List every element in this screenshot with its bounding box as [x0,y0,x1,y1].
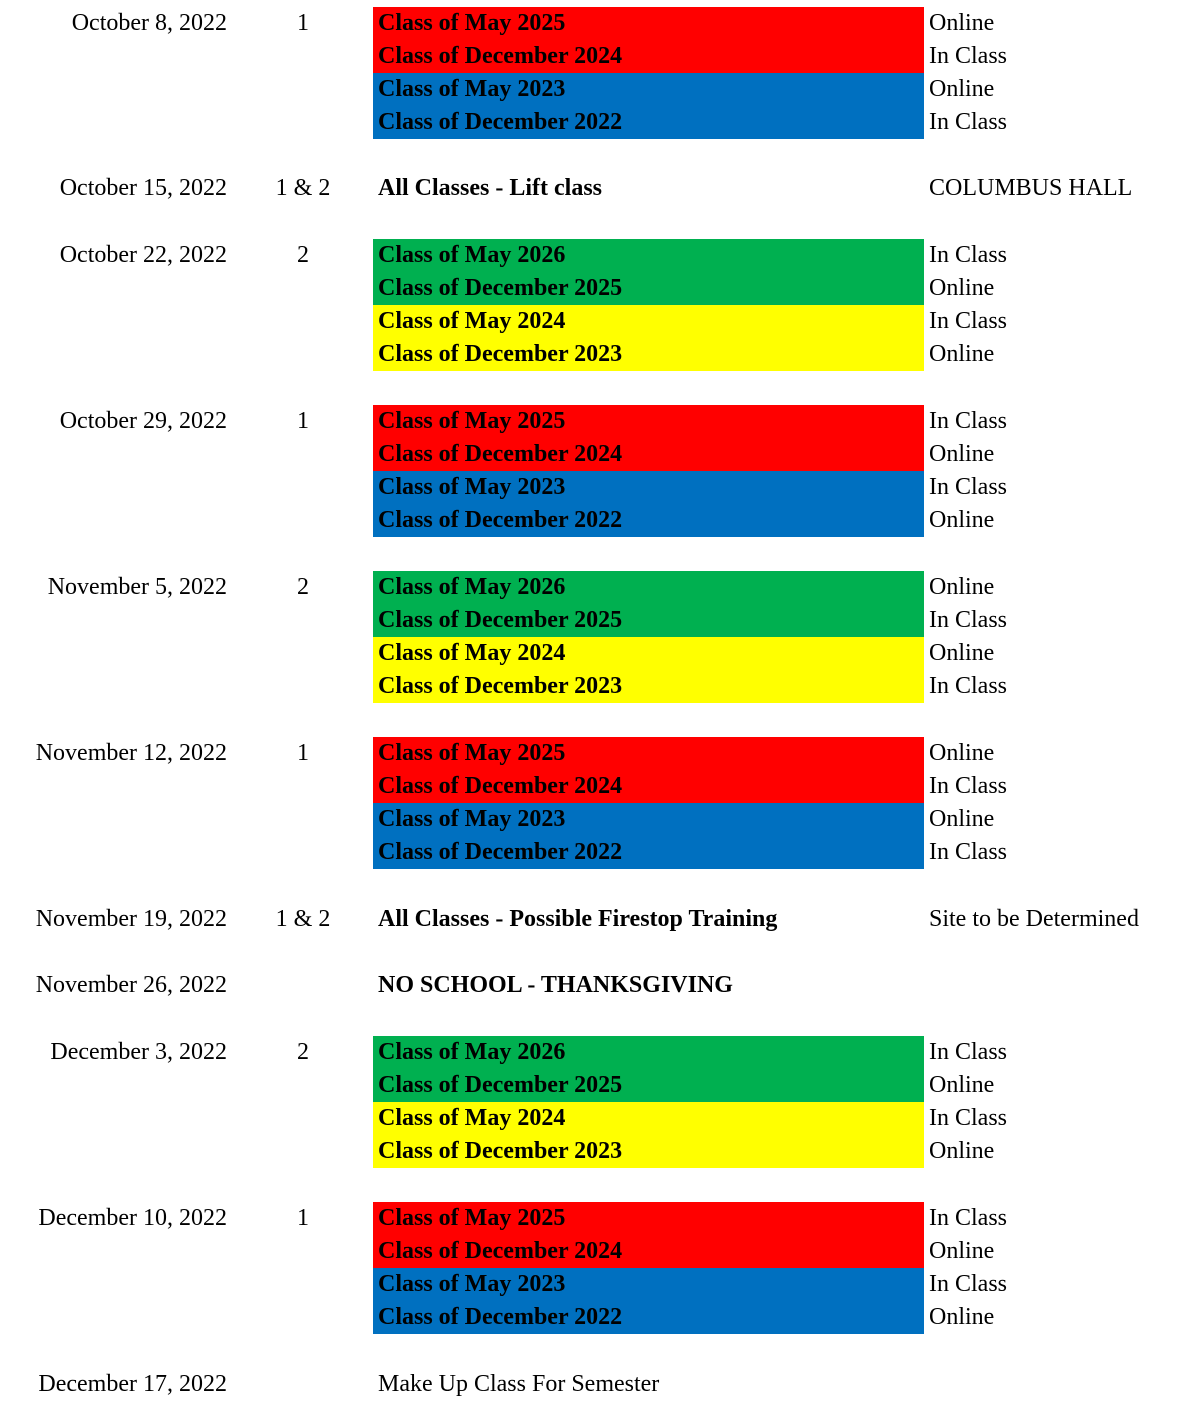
schedule-row [0,969,1200,1002]
schedule-row [0,836,1200,869]
event-cell: All Classes - Lift class [378,175,602,201]
delivery-mode-cell: In Class [929,474,1007,500]
delivery-mode-cell: In Class [929,1105,1007,1131]
class-cell-blue: Class of December 2022 [373,106,924,139]
class-cell-yellow: Class of December 2023 [373,338,924,371]
delivery-mode-cell: Online [929,341,995,367]
delivery-mode-cell: In Class [929,43,1007,69]
schedule-row [0,106,1200,139]
delivery-mode-cell: Online [929,640,995,666]
class-cell-yellow: Class of December 2023 [373,670,924,703]
schedule-row [0,571,1200,604]
class-cell-blue: Class of May 2023 [373,803,924,836]
schedule-row [0,737,1200,770]
class-cell-blue: Class of May 2023 [373,471,924,504]
class-cell-green: Class of December 2025 [373,272,924,305]
schedule-row [0,73,1200,106]
class-cell-red: Class of May 2025 [373,737,924,770]
schedule-row [0,172,1200,205]
class-cell-green: Class of May 2026 [373,1036,924,1069]
schedule-row [0,7,1200,40]
date-cell: October 29, 2022 [59,408,227,434]
class-cell-yellow: Class of May 2024 [373,1102,924,1135]
delivery-mode-cell: In Class [929,607,1007,633]
schedule-row [0,1301,1200,1334]
delivery-mode-cell: Online [929,10,995,36]
date-cell: October 15, 2022 [59,175,227,201]
schedule-row [0,1202,1200,1235]
schedule-row [0,1135,1200,1168]
delivery-mode-cell: Online [929,275,995,301]
event-cell: All Classes - Possible Firestop Training [378,906,778,932]
schedule-row [0,903,1200,936]
schedule-row [0,1036,1200,1069]
session-cell: 2 [297,574,309,600]
session-cell: 1 & 2 [275,175,331,201]
delivery-mode-cell: Online [929,507,995,533]
class-cell-green: Class of December 2025 [373,1069,924,1102]
class-cell-blue: Class of December 2022 [373,504,924,537]
schedule-row [0,1368,1200,1401]
session-cell: 1 & 2 [275,906,331,932]
date-cell: November 12, 2022 [35,740,227,766]
class-cell-yellow: Class of May 2024 [373,637,924,670]
class-cell-green: Class of May 2026 [373,571,924,604]
class-cell-blue: Class of May 2023 [373,73,924,106]
event-cell: Make Up Class For Semester [378,1371,660,1397]
date-cell: December 17, 2022 [38,1371,227,1397]
schedule-row [0,1102,1200,1135]
delivery-mode-cell: In Class [929,308,1007,334]
class-cell-red: Class of May 2025 [373,7,924,40]
delivery-mode-cell: In Class [929,1205,1007,1231]
date-cell: November 19, 2022 [35,906,227,932]
class-cell-red: Class of December 2024 [373,438,924,471]
date-cell: December 10, 2022 [38,1205,227,1231]
session-cell: 2 [297,1039,309,1065]
schedule-row [0,1268,1200,1301]
class-cell-green: Class of May 2026 [373,239,924,272]
delivery-mode-cell: Online [929,574,995,600]
class-cell-yellow: Class of December 2023 [373,1135,924,1168]
schedule-row [0,604,1200,637]
class-cell-red: Class of May 2025 [373,1202,924,1235]
delivery-mode-cell: In Class [929,109,1007,135]
delivery-mode-cell: Online [929,1072,995,1098]
schedule-row [0,272,1200,305]
delivery-mode-cell: In Class [929,1039,1007,1065]
delivery-mode-cell: In Class [929,408,1007,434]
class-cell-red: Class of December 2024 [373,40,924,73]
session-cell: 1 [297,10,309,36]
schedule-row [0,504,1200,537]
delivery-mode-cell: Online [929,1138,995,1164]
session-cell: 1 [297,740,309,766]
class-cell-green: Class of December 2025 [373,604,924,637]
delivery-mode-cell: In Class [929,673,1007,699]
delivery-mode-cell: In Class [929,242,1007,268]
class-cell-blue: Class of December 2022 [373,836,924,869]
delivery-mode-cell: Online [929,441,995,467]
schedule-row [0,405,1200,438]
schedule-row [0,1235,1200,1268]
delivery-mode-cell: In Class [929,773,1007,799]
schedule-row [0,305,1200,338]
class-cell-red: Class of May 2025 [373,405,924,438]
schedule-row [0,670,1200,703]
schedule-row [0,770,1200,803]
date-cell: December 3, 2022 [50,1039,227,1065]
schedule-row [0,803,1200,836]
class-cell-red: Class of December 2024 [373,770,924,803]
date-cell: October 22, 2022 [59,242,227,268]
schedule-row [0,1069,1200,1102]
delivery-mode-cell: In Class [929,839,1007,865]
schedule-row [0,471,1200,504]
class-cell-blue: Class of December 2022 [373,1301,924,1334]
delivery-mode-cell: Online [929,1304,995,1330]
schedule-row [0,338,1200,371]
delivery-mode-cell: Online [929,806,995,832]
session-cell: 1 [297,1205,309,1231]
date-cell: November 5, 2022 [47,574,227,600]
class-cell-blue: Class of May 2023 [373,1268,924,1301]
class-cell-red: Class of December 2024 [373,1235,924,1268]
delivery-mode-cell: Site to be Determined [929,906,1139,932]
schedule-row [0,637,1200,670]
date-cell: October 8, 2022 [71,10,227,36]
session-cell: 2 [297,242,309,268]
delivery-mode-cell: Online [929,1238,995,1264]
session-cell: 1 [297,408,309,434]
event-cell: NO SCHOOL - THANKSGIVING [378,972,733,998]
schedule-row [0,438,1200,471]
delivery-mode-cell: COLUMBUS HALL [929,175,1133,201]
delivery-mode-cell: Online [929,740,995,766]
class-cell-yellow: Class of May 2024 [373,305,924,338]
schedule-row [0,40,1200,73]
delivery-mode-cell: Online [929,76,995,102]
delivery-mode-cell: In Class [929,1271,1007,1297]
schedule-row [0,239,1200,272]
date-cell: November 26, 2022 [35,972,227,998]
